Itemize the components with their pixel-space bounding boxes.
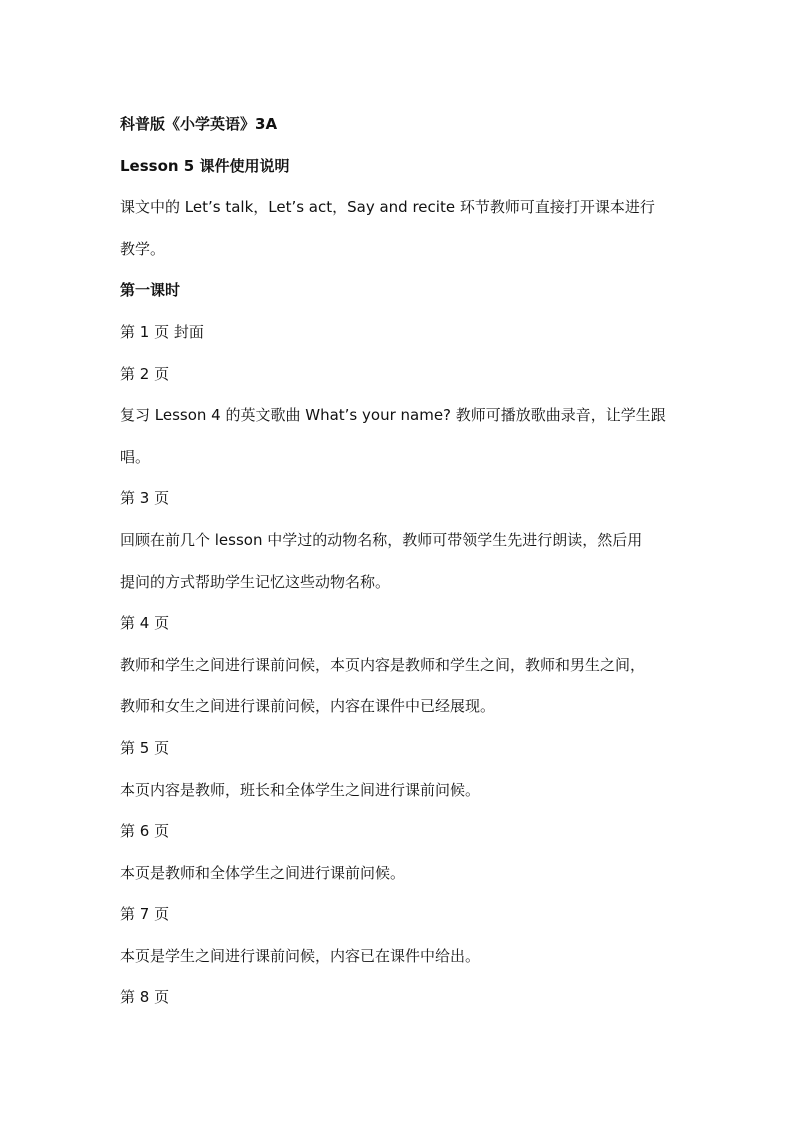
document-title: 科普版《小学英语》3A bbox=[120, 115, 278, 133]
paragraph-line: 教师和女生之间进行课前问候，内容在课件中已经展现。 bbox=[120, 697, 496, 716]
page-heading: 第 5 页 bbox=[120, 738, 170, 757]
paragraph-line: 本页是学生之间进行课前问候，内容已在课件中给出。 bbox=[120, 946, 481, 965]
page-heading: 第 3 页 bbox=[120, 489, 170, 508]
paragraph-line: 回顾在前几个 lesson 中学过的动物名称，教师可带领学生先进行朗读，然后用 bbox=[120, 530, 643, 549]
document-body bbox=[120, 104, 694, 1019]
paragraph-line: 课文中的 Let’s talk，Let’s act，Say and recite 环节教师可直接打开课本进行 bbox=[120, 198, 655, 217]
paragraph-line: 复习 Lesson 4 的英文歌曲 What’s your name? 教师可播放歌曲录音，让学生跟 bbox=[120, 406, 666, 425]
page-heading: 第 1 页 封面 bbox=[120, 322, 204, 341]
section-heading: 第一课时 bbox=[120, 281, 181, 300]
paragraph-line: 本页是教师和全体学生之间进行课前问候。 bbox=[120, 863, 406, 882]
page-heading: 第 6 页 bbox=[120, 822, 170, 841]
page-heading: 第 8 页 bbox=[120, 988, 170, 1007]
document-subtitle: Lesson 5 课件使用说明 bbox=[120, 156, 290, 175]
page-heading: 第 4 页 bbox=[120, 614, 170, 633]
paragraph-line: 教学。 bbox=[120, 239, 166, 258]
page-heading: 第 7 页 bbox=[120, 905, 170, 924]
page-heading: 第 2 页 bbox=[120, 364, 170, 383]
paragraph-line: 教师和学生之间进行课前问候，本页内容是教师和学生之间，教师和男生之间， bbox=[120, 655, 646, 674]
paragraph-line: 本页内容是教师，班长和全体学生之间进行课前问候。 bbox=[120, 780, 481, 799]
paragraph-line: 唱。 bbox=[120, 447, 151, 466]
paragraph-line: 提问的方式帮助学生记忆这些动物名称。 bbox=[120, 572, 391, 591]
